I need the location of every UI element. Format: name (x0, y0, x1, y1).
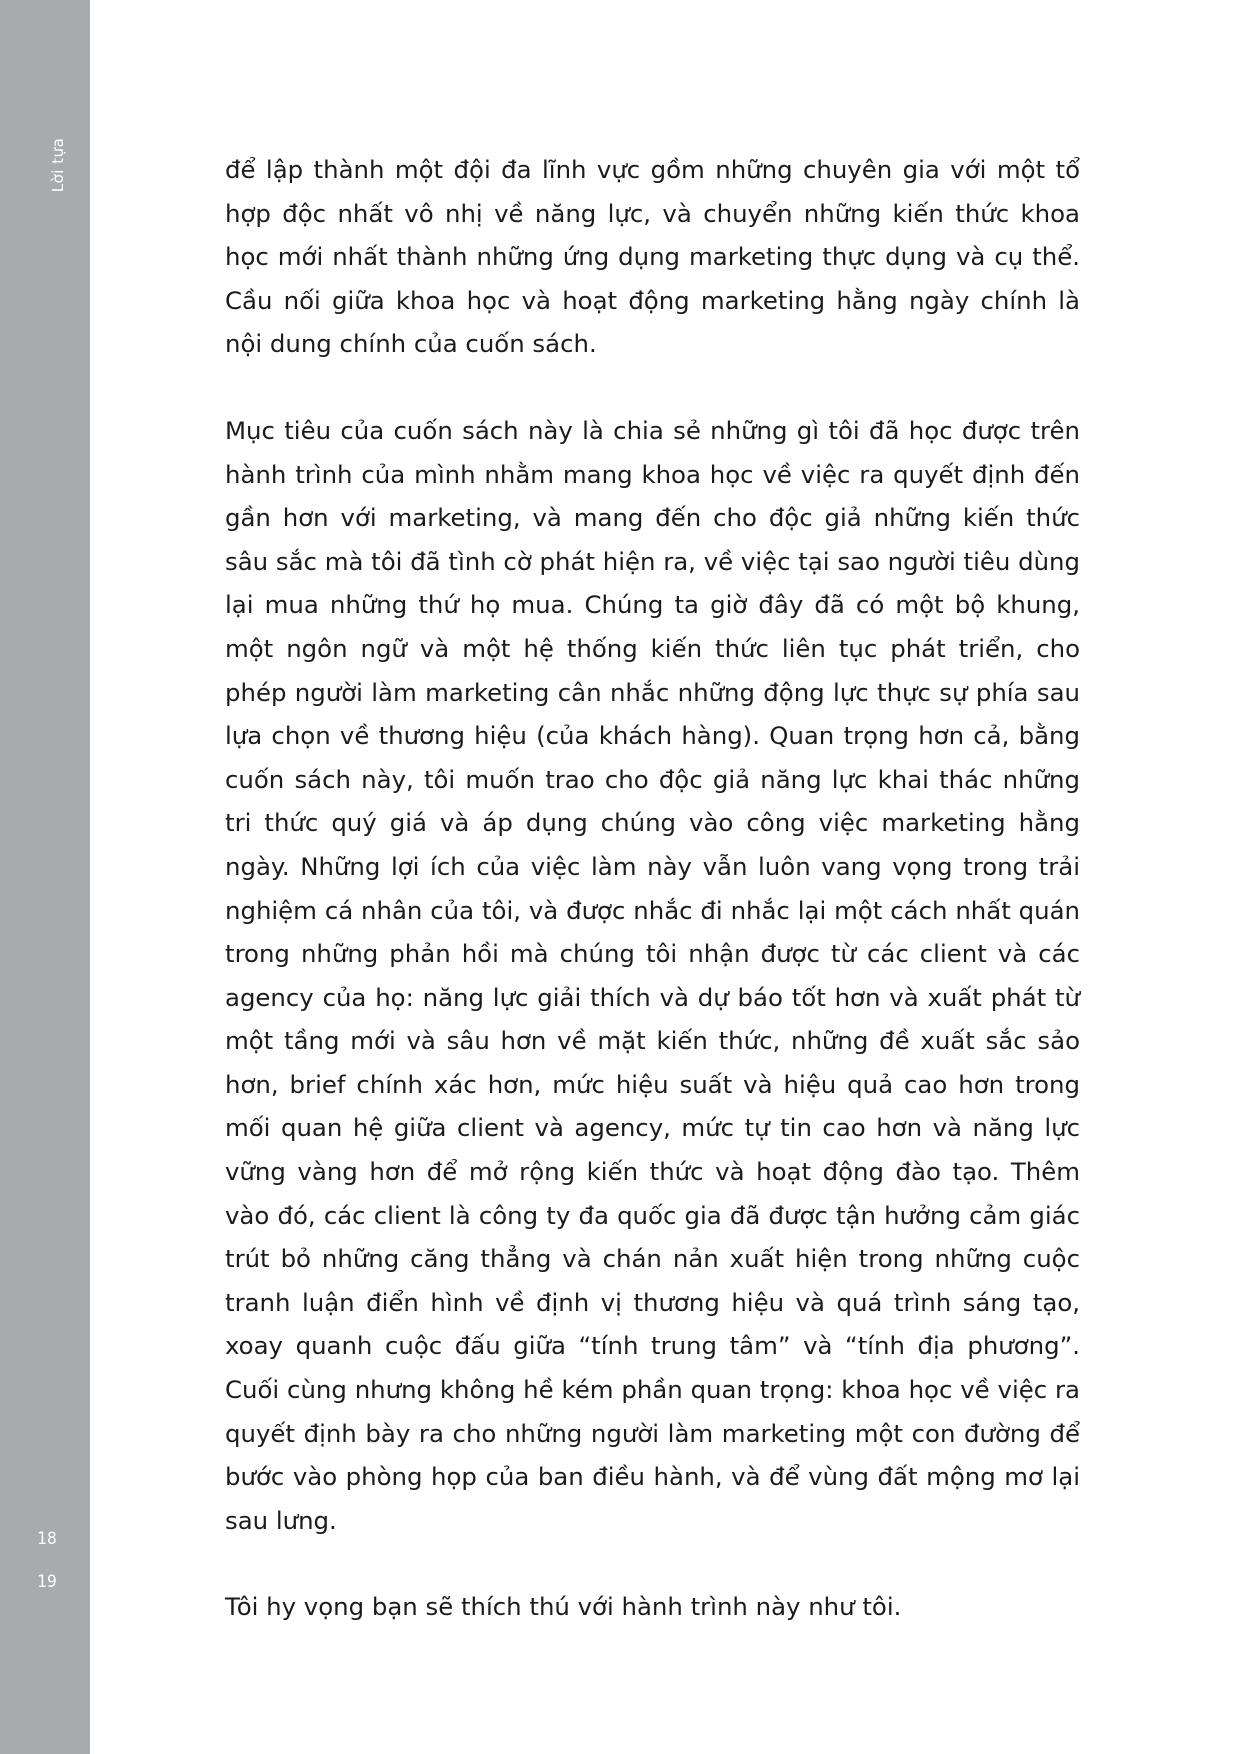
side-bar (0, 0, 90, 1754)
section-label: Lời tựa (49, 137, 67, 193)
body-text (225, 148, 1080, 1629)
page-number-left: 18 (37, 1529, 57, 1549)
page-number-right: 19 (37, 1572, 57, 1592)
paragraph: Mục tiêu của cuốn sách này là chia sẻ những gì tôi đã học được trên hành trình của mình nhằm mang khoa học về việc ra quyết định đến gần hơn với marketing, và mang đến cho độc giả những kiến thức sâu sắc mà tôi đã tình cờ phát hiện ra, về việc tại sao người tiêu dùng lại mua những thứ họ mua. Chúng ta giờ đây đã có một bộ khung, một ngôn ngữ và một hệ thống kiến thức liên tục phát triển, cho phép người làm marketing cân nhắc những động lực thực sự phía sau lựa chọn về thương hiệu (của khách hàng). Quan trọng hơn cả, bằng cuốn sách này, tôi muốn trao cho độc giả năng lực khai thác những tri thức quý giá và áp dụng chúng vào công việc marketing hằng ngày. Những lợi ích của việc làm này vẫn luôn vang vọng trong trải nghiệm cá nhân của tôi, và được nhắc đi nhắc lại một cách nhất quán trong những phản hồi mà chúng tôi nhận được từ các client và các agency của họ: năng lực giải thích và dự báo tốt hơn và xuất phát từ một tầng mới và sâu hơn về mặt kiến thức, những đề xuất sắc sảo hơn, brief chính xác hơn, mức hiệu suất và hiệu quả cao hơn trong mối quan hệ giữa client và agency, mức tự tin cao hơn và năng lực vững vàng hơn để mở rộng kiến thức và hoạt động đào tạo. Thêm vào đó, các client là công ty đa quốc gia đã được tận hưởng cảm giác trút bỏ những căng thẳng và chán nản xuất hiện trong những cuộc tranh luận điển hình về định vị thương hiệu và quá trình sáng tạo, xoay quanh cuộc đấu giữa “tính trung tâm” và “tính địa phương”. Cuối cùng nhưng không hề kém phần quan trọng: khoa học về việc ra quyết định bày ra cho những người làm marketing một con đường để bước vào phòng họp của ban điều hành, và để vùng đất mộng mơ lại sau lưng. (225, 415, 1080, 1535)
paragraph: Tôi hy vọng bạn sẽ thích thú với hành trình này như tôi. (225, 1592, 902, 1622)
paragraph: để lập thành một đội đa lĩnh vực gồm những chuyên gia với một tổ hợp độc nhất vô nhị về năng lực, và chuyển những kiến thức khoa học mới nhất thành những ứng dụng marketing thực dụng và cụ thể. Cầu nối giữa khoa học và hoạt động marketing hằng ngày chính là nội dung chính của cuốn sách. (225, 155, 1080, 359)
